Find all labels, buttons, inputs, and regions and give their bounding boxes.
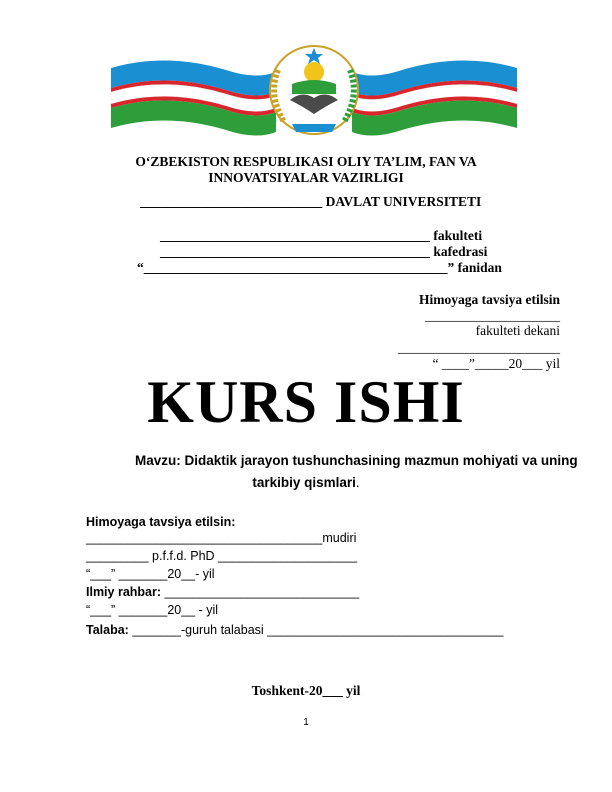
date-line-2: “___” _______20__ - yil (86, 603, 219, 617)
ministry-line-1: O‘ZBEKISTON RESPUBLIKASI OLIY TA’LIM, FAN VA (135, 154, 477, 169)
defense-label: Himoyaga tavsiya etilsin: (86, 515, 236, 529)
date-line-1: “___” _______20__- yil (86, 567, 215, 581)
ministry-line-2: INNOVATSIYALAR VAZIRLIGI (208, 170, 404, 185)
document-title: KURS ISHI (147, 369, 465, 435)
topic-line-2 (0, 475, 612, 490)
university-line: ___________________________ DAVLAT UNIVERSITETI (140, 194, 482, 209)
supervisor-label: Ilmiy rahbar: (86, 585, 162, 599)
approval-blank-1: ____________________ (425, 308, 560, 323)
city-year: Toshkent-20___ yil (251, 683, 361, 698)
state-emblem-banner (106, 40, 522, 140)
page-number: 1 (303, 717, 309, 728)
topic-line-2-period: . (355, 475, 360, 490)
approval-blank-2: ________________________ (398, 340, 560, 355)
flag-left-icon (111, 60, 276, 135)
supervisor-line (86, 585, 359, 599)
subject-line: “_____________________________________________” fanidan (137, 260, 502, 275)
dean-label: fakulteti dekani (475, 323, 560, 338)
department-line: ________________________________________ kafedrasi (160, 244, 488, 259)
faculty-line: ________________________________________ fakulteti (160, 228, 483, 243)
department-head-line: __________________________________mudiri (86, 531, 357, 545)
student-line (86, 623, 504, 637)
supervisor-blank: ____________________________ (161, 585, 360, 599)
student-label: Talaba: (86, 623, 129, 637)
topic-line-1: Mavzu: Didaktik jarayon tushunchasining mazmun mohiyati va uning (135, 453, 578, 468)
topic-line-2-text: tarkibiy qismlari (252, 475, 356, 490)
approval-heading: Himoyaga tavsiya etilsin (419, 292, 560, 307)
approval-date: “ ____”_____20___ yil (432, 356, 560, 371)
flag-right-icon (352, 60, 517, 135)
coat-of-arms-icon (270, 46, 358, 134)
phd-line: _________ p.f.f.d. PhD ____________________ (86, 549, 358, 563)
student-rest: _______-guruh talabasi __________________________________ (128, 623, 504, 637)
